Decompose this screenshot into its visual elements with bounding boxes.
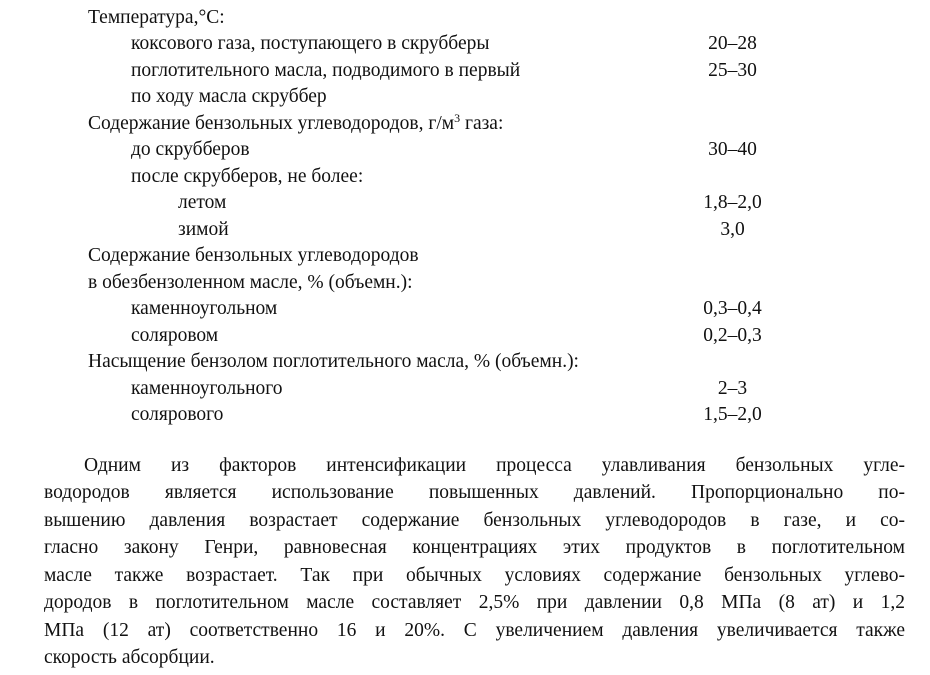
spec-label: соляровом — [131, 325, 219, 346]
spec-row — [0, 323, 930, 349]
spec-label: по ходу масла скруббер — [131, 86, 327, 107]
spec-label: летом — [178, 192, 227, 213]
spec-label: каменноугольного — [131, 378, 283, 399]
paragraph-line: скорость абсорбции. — [44, 647, 215, 668]
spec-row — [0, 5, 930, 31]
spec-row — [0, 376, 930, 402]
spec-heading-oil-saturation: Насыщение бензолом поглотительного масла, % (объемн.): — [88, 351, 579, 372]
superscript-three: 3 — [454, 111, 461, 125]
spec-value: 2–3 — [717, 378, 748, 399]
spec-value: 30–40 — [708, 139, 757, 160]
spec-row — [0, 402, 930, 428]
spec-label: солярового — [131, 404, 224, 425]
spec-value: 1,8–2,0 — [703, 192, 762, 213]
spec-label: каменноугольном — [131, 298, 278, 319]
spec-heading-text: газа: — [460, 113, 504, 134]
spec-label: коксового газа, поступающего в скрубберы — [131, 33, 490, 54]
spec-row — [0, 31, 930, 57]
paragraph-line: МПа (12 ат) соответственно 16 и 20%. С увеличением давления увеличивается также — [44, 620, 905, 641]
spec-value: 25–30 — [708, 60, 757, 81]
spec-label: до скрубберов — [131, 139, 250, 160]
paragraph-line: Одним из факторов интенсификации процесса улавливания бензольных угле- — [84, 455, 905, 476]
spec-row — [0, 270, 930, 296]
spec-label: поглотительного масла, подводимого в первый — [131, 60, 521, 81]
spec-value: 0,2–0,3 — [703, 325, 762, 346]
spec-label: после скрубберов, не более: — [131, 166, 364, 187]
spec-row — [0, 84, 930, 110]
spec-heading-debenzolized-oil: Содержание бензольных углеводородов — [88, 245, 419, 266]
paragraph-line: вышению давления возрастает содержание бензольных углеводородов в газе, и со- — [44, 510, 905, 531]
spec-row — [0, 217, 930, 243]
spec-row — [0, 190, 930, 216]
spec-heading-benzene-content — [88, 111, 503, 137]
spec-row — [0, 137, 930, 163]
paragraph-line: гласно закону Генри, равновесная концентрациях этих продуктов в поглотительном — [44, 537, 905, 558]
spec-value: 20–28 — [708, 33, 757, 54]
paragraph-line: масле также возрастает. Так при обычных условиях содержание бензольных углево- — [44, 565, 905, 586]
paragraph-line: дородов в поглотительном масле составляет 2,5% при давлении 0,8 МПа (8 ат) и 1,2 — [44, 592, 905, 613]
spec-heading-temperature: Температура,°C: — [88, 7, 225, 28]
spec-heading-text: Содержание бензольных углеводородов, г/м — [88, 113, 455, 134]
spec-row — [0, 296, 930, 322]
spec-heading-debenzolized-oil: в обезбензоленном масле, % (объемн.): — [88, 272, 413, 293]
spec-row — [0, 164, 930, 190]
spec-row — [0, 58, 930, 84]
spec-row — [0, 111, 930, 137]
spec-row — [0, 349, 930, 375]
spec-value: 3,0 — [720, 219, 745, 240]
spec-row — [0, 243, 930, 269]
spec-label: зимой — [178, 219, 229, 240]
spec-value: 1,5–2,0 — [703, 404, 762, 425]
spec-value: 0,3–0,4 — [703, 298, 762, 319]
paragraph-line: водородов является использование повышенных давлений. Пропорционально по- — [44, 482, 905, 503]
